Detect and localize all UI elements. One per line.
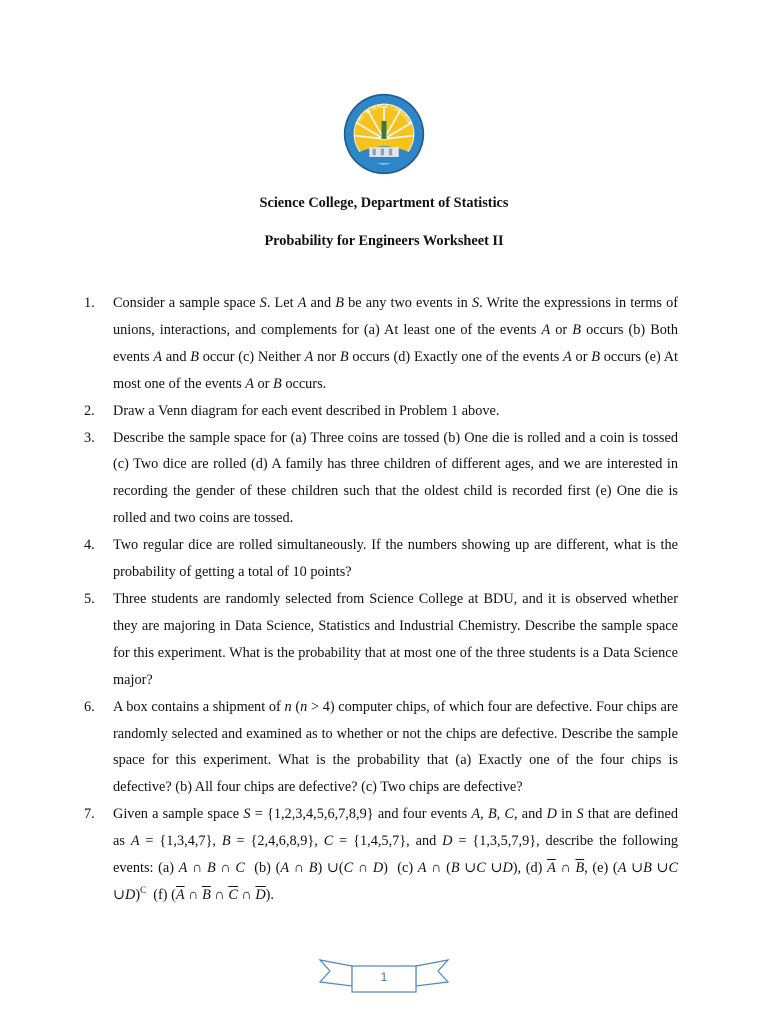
question-2 <box>84 398 678 425</box>
question-number: 5. <box>84 590 95 607</box>
logo-arc-text: THE SCIENCE COLLEGE <box>355 103 413 127</box>
question-number: 3. <box>84 429 95 446</box>
question-6 <box>84 694 678 802</box>
page-number: 1 <box>380 970 388 984</box>
question-4 <box>84 532 678 586</box>
question-list <box>84 290 678 909</box>
question-number: 2. <box>84 402 95 419</box>
question-text: Three students are randomly selected from Science College at BDU, and it is observed whether they are majoring in Data Science, Statistics and Industrial Chemistry. Describe the sample space for this experiment. What is the probability that at most one of the three students is a Data Science major? <box>113 590 678 688</box>
question-text: Consider a sample space S. Let A and B be any two events in S. Write the expressions in terms of unions, interactions, and complements for (a) At least one of the events A or B occurs (b) Both events A and B occur (c) Neither A nor B occurs (d) Exactly one of the events A or B occurs (e) At most one of the events A or B occurs. <box>113 295 679 392</box>
question-text: Given a sample space S = {1,2,3,4,5,6,7,8,9} and four events A, B, C, and D in S that are defined as A = {1,3,4,7}, B = {2,4,6,8,9}, C = {1,4,5,7}, and D = {1,3,5,7,9}, describe the following events: (a) A ∩ B ∩ C (b) (A ∩ B) ∪(C ∩ D) (c) A ∩ (B ∪C ∪D), (d) $\overline{A}$ ∩ $\overline{B}$, (e) (A ∪B ∪C ∪D)$^C$ (f) ($\overline{A}$ ∩ $\overline{B}$ ∩ $\overline{C}$ ∩ $\overline{D}$). <box>113 806 679 903</box>
question-number: 4. <box>84 537 95 554</box>
question-number: 1. <box>84 295 95 311</box>
college-department-title: Science College, Department of Statistics <box>259 195 509 211</box>
question-5 <box>84 586 678 694</box>
question-number: 7. <box>84 806 95 823</box>
question-text: A box contains a shipment of n (n > 4) computer chips, of which four are defective. Four chips are randomly selected and examined as to whether or not the chips are defective. Describe the sample space for this experiment. What is the probability that (a) Exactly one of the four chips is defective? (b) All four chips are defective? (c) Two chips are defective? <box>113 698 679 796</box>
worksheet-title: Probability for Engineers Worksheet II <box>264 233 504 249</box>
question-1 <box>84 290 678 398</box>
college-logo <box>343 93 425 175</box>
question-text: Draw a Venn diagram for each event described in Problem 1 above. <box>113 402 500 419</box>
question-number: 6. <box>84 698 95 715</box>
question-3 <box>84 425 678 533</box>
question-text: Describe the sample space for (a) Three coins are tossed (b) One die is rolled and a coin is tossed (c) Two dice are rolled (d) A family has three children of different ages, and we are interested in recording the gender of these children such that the oldest child is recorded first (e) One die is rolled and two coins are tossed. <box>113 429 678 527</box>
question-7 <box>84 801 678 909</box>
question-text: Two regular dice are rolled simultaneously. If the numbers showing up are different, what is the probability of getting a total of 10 points? <box>113 537 678 581</box>
